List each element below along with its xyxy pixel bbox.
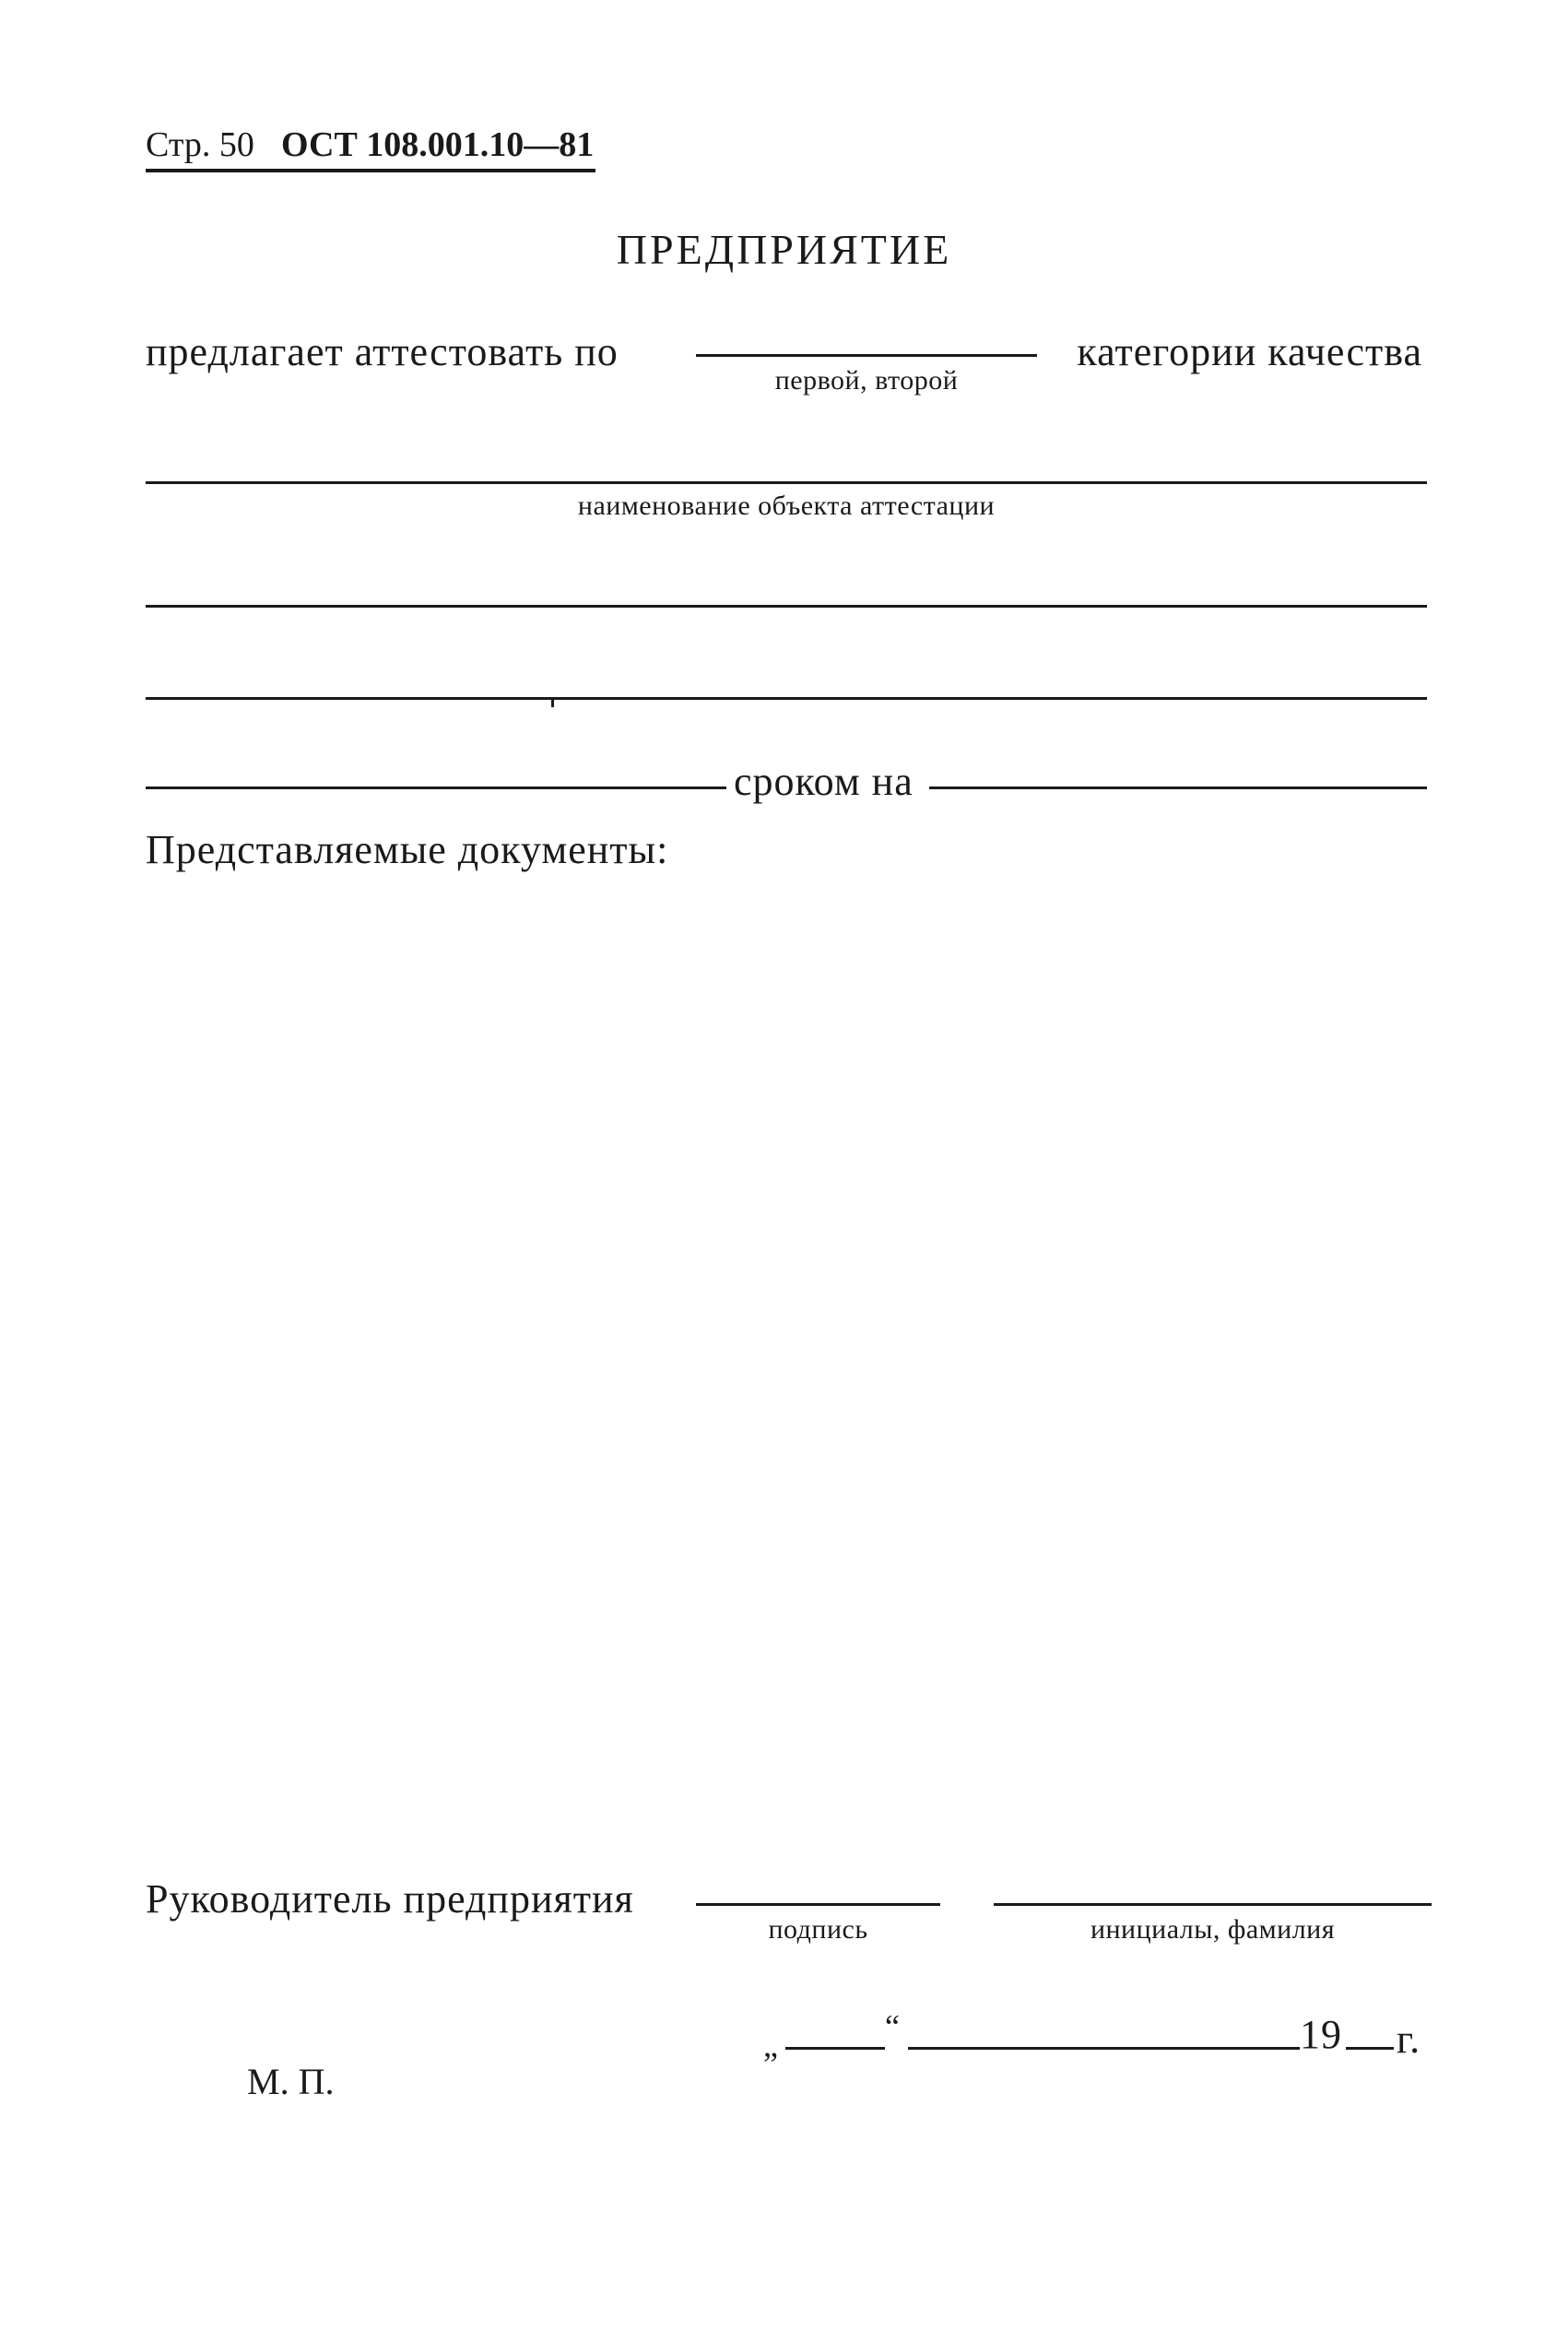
date-year-suffix: г. [1397, 2017, 1421, 2062]
name-field-line[interactable] [994, 1903, 1432, 1906]
date-day-field-line[interactable] [785, 2047, 885, 2050]
signature-field-line[interactable] [696, 1903, 940, 1906]
object-name-continuation-line-2[interactable] [146, 697, 1427, 700]
document-code: ОСТ 108.001.10—81 [281, 125, 595, 164]
term-field-line[interactable] [929, 787, 1427, 789]
page-title: ПРЕДПРИЯТИЕ [616, 226, 952, 273]
term-text: сроком на [734, 759, 914, 804]
offer-text: предлагает аттестовать по [146, 329, 619, 374]
name-caption: инициалы, фамилия [1090, 1914, 1336, 1945]
date-year-prefix: 19 [1300, 2012, 1342, 2057]
head-label: Руководитель предприятия [146, 1876, 634, 1922]
object-name-field-line[interactable] [146, 481, 1427, 484]
header-rule [146, 169, 595, 172]
category-text: категории качества [1077, 329, 1422, 374]
category-field-line[interactable] [696, 354, 1037, 357]
term-prefix-field-line[interactable] [146, 787, 726, 789]
signature-caption: подпись [768, 1914, 868, 1945]
page-number: Стр. 50 [146, 125, 254, 164]
date-year-field-line[interactable] [1346, 2047, 1394, 2050]
documents-label: Представляемые документы: [146, 827, 669, 872]
object-name-caption: наименование объекта аттестации [577, 491, 996, 521]
date-close-quote: “ [885, 2008, 900, 2045]
object-name-continuation-line-1[interactable] [146, 605, 1427, 608]
category-field-caption: первой, второй [774, 365, 959, 396]
stamp-place-label: М. П. [247, 2061, 335, 2102]
date-open-quote: „ [763, 2027, 778, 2064]
line-tick-mark [551, 699, 554, 707]
date-month-field-line[interactable] [908, 2047, 1300, 2050]
